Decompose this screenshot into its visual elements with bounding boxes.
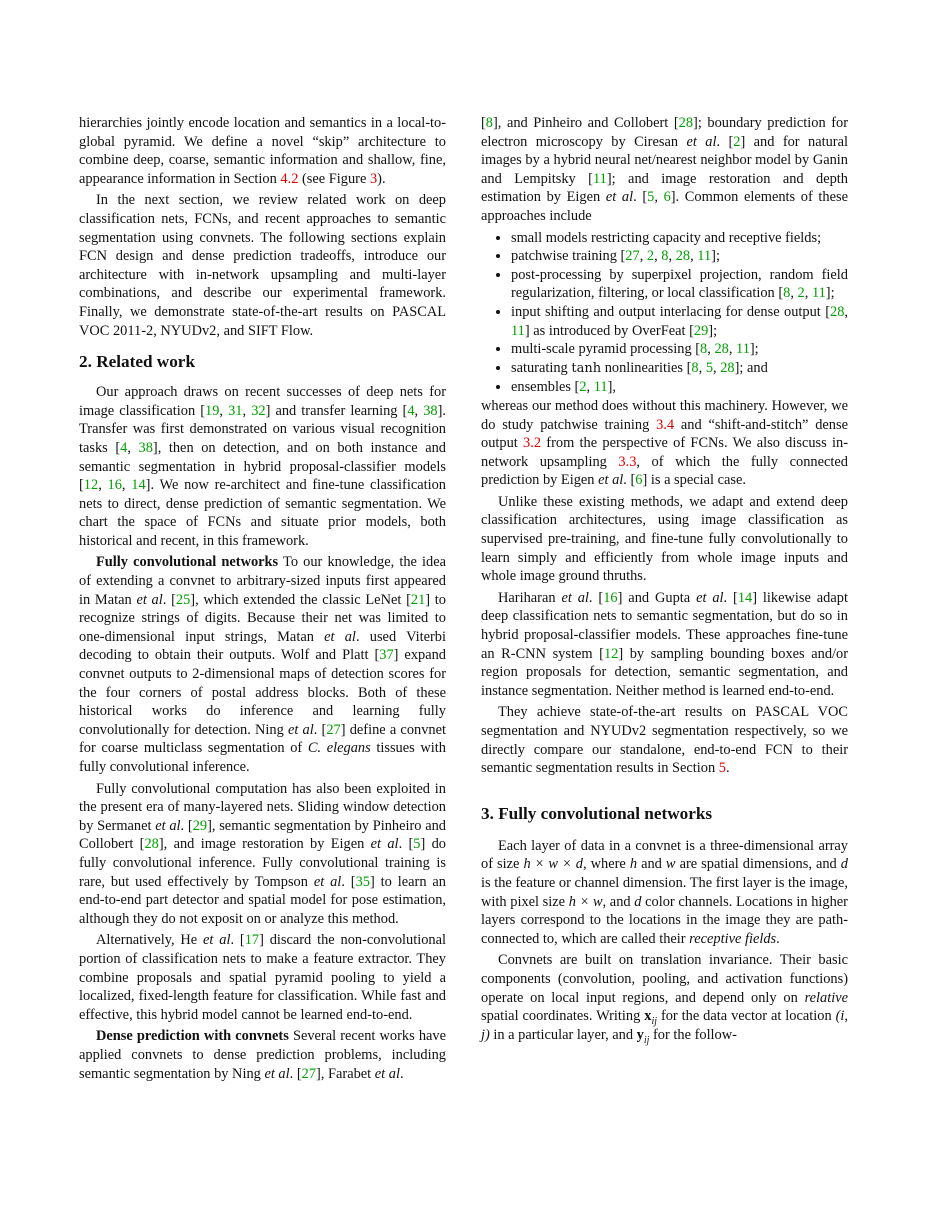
intro-paragraph-2: In the next section, we review related work on deep classification nets, FCNs, and recent approaches to semantic segmentation using convnets. The following sections explain FCN design and dense prediction tradeoffs, introduce our architecture with in-network upsampling and multi-layer combinations, and describe our experimental framework. Finally, we demonstrate state-of-the-art results on PASCAL VOC 2011-2, NYUDv2, and SIFT Flow. bbox=[79, 192, 446, 339]
runin-heading-dense: Dense prediction with convnets bbox=[96, 1028, 289, 1045]
citation[interactable]: 11 bbox=[511, 322, 525, 339]
list-item: • input shifting and output interlacing for dense output [28, 11] as introduced by OverFeat [29]; bbox=[511, 303, 848, 340]
common-elements-list bbox=[481, 229, 848, 397]
fcn-paragraph: Fully convolutional networks To our knowledge, the idea of extending a convnet to arbitrary-sized inputs first appeared in Matan et al. [25], which extended the classic LeNet [21] to recognize strings of digits. Because their net was limited to one-dimensional input strings, Matan et al. used Viterbi decoding to obtain their outputs. Wolf and Platt [37] expand convnet outputs to 2-dimensional maps of detection scores for the four corners of postal address blocks. Both of these historical works do inference and learning fully convolutionally for detection. Ning et al. [27] define a convnet for coarse multiclass segmentation of C. elegans tissues with fully convolutional inference. bbox=[79, 554, 446, 775]
fcn-section-paragraph-2: Convnets are built on translation invariance. Their basic components (convolution, pooling, and activation functions) operate on local input regions, and depend only on relative spatial coordinates. Writing $x_{ij}$ for the data vector at location (i, j) in a particular layer, and $y_{ij}$ for the follow- bbox=[481, 952, 848, 1046]
dense-prediction-paragraph: Dense prediction with convnets Several recent works have applied convnets to dense prediction problems, including semantic segmentation by Ning et al. [27], Farabet et al. bbox=[79, 1028, 447, 1082]
citation[interactable]: 28 bbox=[144, 836, 159, 853]
citation[interactable]: 19 bbox=[205, 402, 220, 419]
citation[interactable]: 2 bbox=[797, 285, 805, 302]
citation[interactable]: 27 bbox=[326, 721, 341, 738]
ref-figure[interactable]: 3 bbox=[369, 170, 378, 187]
they-achieve-paragraph: They achieve state-of-the-art results on PASCAL VOC segmentation and NYUDv2 segmentation respectively, so we directly compare our standalone, end-to-end FCN to their semantic segmentation results in Section 5. bbox=[481, 704, 848, 777]
citation[interactable]: 21 bbox=[410, 591, 426, 608]
citation[interactable]: 31 bbox=[228, 402, 243, 419]
alternatively-paragraph: Alternatively, He et al. [17] discard the non-convolutional portion of classification nets to make a feature extractor. They combine proposals and spatial pyramid pooling to yield a localized, fixed-length feature for classification. While fast and effective, this hybrid model cannot be learned end-to-end. bbox=[79, 932, 447, 1023]
citation[interactable]: 2 bbox=[579, 379, 587, 396]
citation[interactable]: 35 bbox=[355, 873, 370, 890]
citation[interactable]: 5 bbox=[413, 836, 421, 853]
list-item: • small models restricting capacity and receptive fields; bbox=[511, 229, 848, 248]
citation[interactable]: 14 bbox=[131, 477, 146, 494]
citation[interactable]: 14 bbox=[737, 589, 753, 606]
citation[interactable]: 5 bbox=[705, 359, 714, 376]
section-heading-related-work: 2. Related work bbox=[79, 352, 195, 372]
ref-section[interactable]: 3.3 bbox=[618, 453, 637, 470]
citation[interactable]: 12 bbox=[83, 477, 99, 494]
citation[interactable]: 28 bbox=[678, 115, 694, 131]
ref-section[interactable]: 5 bbox=[718, 760, 726, 777]
list-item: • multi-scale pyramid processing [8, 28, 11]; bbox=[511, 340, 848, 359]
unlike-paragraph: Unlike these existing methods, we adapt and extend deep classification architectures, using image classification as supervised pre-training, and fine-tune fully convolutionally to learn simply and efficiently from whole image inputs and whole image ground thruths. bbox=[481, 493, 848, 585]
citation[interactable]: 8 bbox=[783, 285, 791, 302]
citation[interactable]: 25 bbox=[175, 591, 191, 608]
left-column bbox=[79, 114, 446, 1083]
whereas-paragraph: whereas our method does without this machinery. However, we do study patchwise training 3.4 and “shift-and-stitch” dense output 3.2 from the perspective of FCNs. We also discuss in-network upsampling 3.3, of which the fully connected prediction by Eigen et al. [6] is a special case. bbox=[481, 397, 848, 489]
fc-computation-paragraph: Fully convolutional computation has also been exploited in the present era of many-layered nets. Sliding window detection by Sermanet et al. [29], semantic segmentation by Pinheiro and Collobert [28], and image restoration by Eigen et al. [5] do fully convolutional inference. Fully convolutional training is rare, but used effectively by Tompson et al. [35] to learn an end-to-end part detector and spatial model for pose estimation, although they do not exposit on or analyze this method. bbox=[79, 780, 447, 927]
citation[interactable]: 28 bbox=[714, 341, 729, 358]
related-work-paragraph-1: Our approach draws on recent successes of deep nets for image classification [19, 31, 32] and transfer learning [4, 38]. Transfer was first demonstrated on various visual recognition tasks [4, 38], then on detection, and on both instance and semantic segmentation in hybrid proposal-classifier models [12, 16, 14]. We now re-architect and fine-tune classification nets to direct, dense prediction of semantic segmentation. We chart the space of FCNs and situate prior models, both historical and recent, in this framework. bbox=[79, 384, 447, 549]
citation[interactable]: 6 bbox=[663, 189, 671, 206]
citation[interactable]: 4 bbox=[120, 439, 128, 456]
citation[interactable]: 32 bbox=[251, 402, 266, 419]
citation[interactable]: 12 bbox=[603, 645, 619, 662]
citation[interactable]: 29 bbox=[693, 322, 709, 339]
citation[interactable]: 11 bbox=[697, 248, 712, 265]
citation[interactable]: 6 bbox=[635, 472, 643, 489]
list-item: • ensembles [2, 11], bbox=[511, 378, 848, 397]
citation[interactable]: 11 bbox=[592, 170, 607, 187]
ref-section[interactable]: 4.2 bbox=[280, 170, 299, 187]
intro-paragraph-1: hierarchies jointly encode location and semantics in a local-to-global pyramid. We define a novel “skip” architecture to combine deep, coarse, semantic information and shallow, fine, appearance information in Section 4.2 (see Figure 3). bbox=[79, 115, 446, 187]
section-heading-fcn: 3. Fully convolutional networks bbox=[481, 803, 713, 823]
citation[interactable]: 5 bbox=[647, 189, 655, 206]
citation[interactable]: 28 bbox=[830, 303, 845, 320]
citation[interactable]: 27 bbox=[301, 1065, 317, 1082]
hariharan-paragraph: Hariharan et al. [16] and Gupta et al. [14] likewise adapt deep classification nets to semantic segmentation, but do so in hybrid proposal-classifier models. These approaches fine-tune an R-CNN system [12] by sampling bounding boxes and/or region proposals for detection, semantic segmentation, and instance segmentation. Neither method is learned end-to-end. bbox=[481, 589, 848, 699]
citation[interactable]: 8 bbox=[691, 359, 699, 376]
citation[interactable]: 38 bbox=[423, 402, 438, 419]
list-item: • saturating tanh nonlinearities [8, 5, 28]; and bbox=[511, 359, 848, 379]
citation[interactable]: 2 bbox=[646, 248, 655, 265]
ref-section[interactable]: 3.4 bbox=[656, 416, 675, 433]
citation[interactable]: 28 bbox=[720, 359, 735, 376]
citation[interactable]: 2 bbox=[733, 133, 741, 150]
fcn-section-paragraph-1: Each layer of data in a convnet is a three-dimensional array of size h × w × d, where h and w are spatial dimensions, and d is the feature or channel dimension. The first layer is the image, with pixel size h × w, and d color channels. Locations in higher layers correspond to the locations in the image they are path-connected to, which are called their receptive fields. bbox=[481, 837, 848, 947]
citation[interactable]: 17 bbox=[244, 932, 260, 949]
citation[interactable]: 16 bbox=[107, 477, 122, 494]
ref-section[interactable]: 3.2 bbox=[523, 435, 542, 452]
citation[interactable]: 8 bbox=[661, 248, 669, 265]
list-item: • post-processing by superpixel projection, random field regularization, filtering, or local classification [8, 2, 11]; bbox=[511, 266, 848, 303]
citation[interactable]: 11 bbox=[811, 285, 826, 302]
citation[interactable]: 11 bbox=[736, 341, 750, 358]
citation[interactable]: 16 bbox=[603, 589, 618, 606]
citation[interactable]: 37 bbox=[379, 647, 394, 664]
runin-heading-fcn: Fully convolutional networks bbox=[96, 554, 279, 571]
list-item: • patchwise training [27, 2, 8, 28, 11]; bbox=[511, 247, 848, 266]
citation[interactable]: 4 bbox=[407, 402, 415, 419]
citation[interactable]: 29 bbox=[192, 817, 208, 834]
right-column bbox=[481, 114, 848, 1044]
citation[interactable]: 8 bbox=[485, 115, 493, 131]
citation[interactable]: 38 bbox=[138, 439, 153, 456]
citation[interactable]: 8 bbox=[700, 341, 708, 358]
citation[interactable]: 11 bbox=[593, 379, 608, 396]
citation[interactable]: 27 bbox=[625, 248, 640, 265]
dense-prediction-continued: [8], and Pinheiro and Collobert [28]; boundary prediction for electron microscopy by Ciresan et al. [2] and for natural images by a hybrid neural net/nearest neighbor model by Ganin and Lempitsky [11]; and image restoration and depth estimation by Eigen et al. [5, 6]. Common elements of these approaches include bbox=[481, 115, 848, 224]
citation[interactable]: 28 bbox=[675, 248, 691, 265]
